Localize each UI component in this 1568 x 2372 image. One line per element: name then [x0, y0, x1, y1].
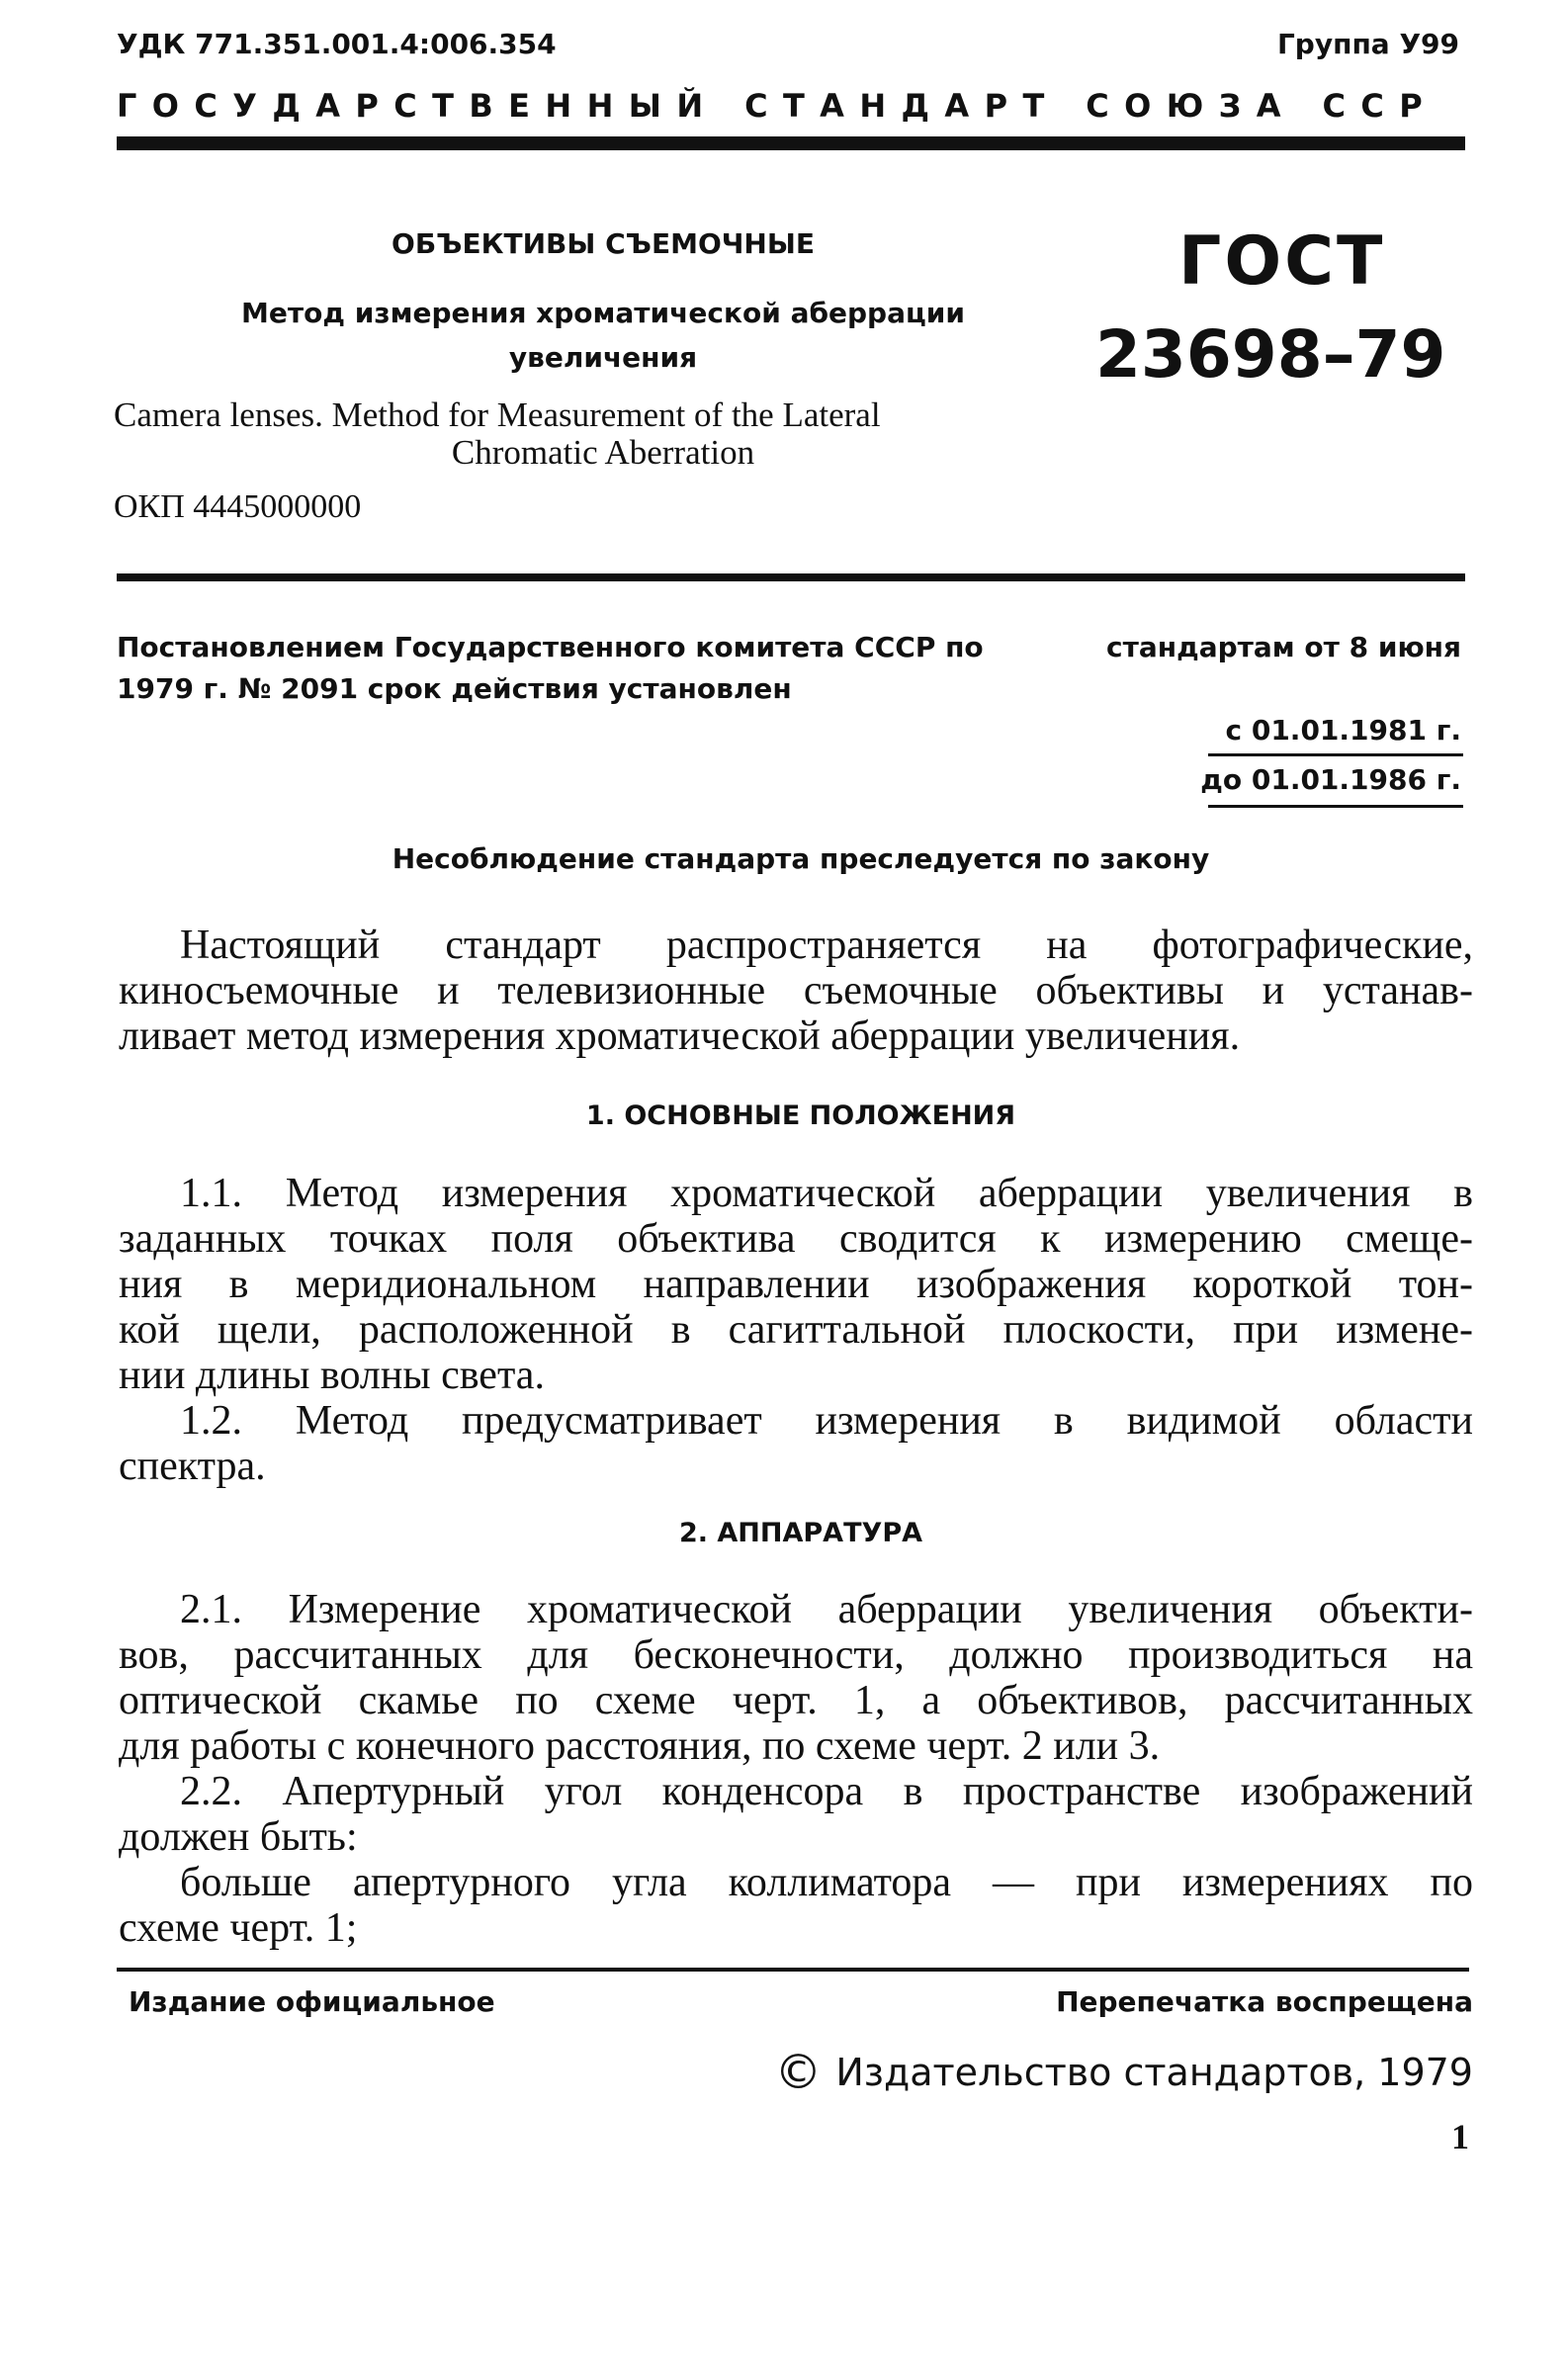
- paragraph-line: 2.1. Измерение хроматической аберрации увеличения объекти-: [180, 1587, 1473, 1632]
- document-title: ОБЪЕКТИВЫ СЪЕМОЧНЫЕ: [392, 227, 815, 260]
- validity-from: с 01.01.1981 г.: [1225, 714, 1461, 747]
- paragraph-line: схеме черт. 1;: [119, 1905, 358, 1951]
- paragraph-2-1: [119, 1587, 1473, 1769]
- paragraph-line: ния в меридиональном направлении изображения короткой тон-: [119, 1262, 1473, 1307]
- paragraph-line: кой щели, расположенной в сагиттальной плоскости, при измене-: [119, 1307, 1473, 1353]
- english-title-line2: Chromatic Aberration: [451, 433, 755, 472]
- copyright-icon: ©: [774, 2045, 823, 2100]
- paragraph-line: 1.2. Метод предусматривает измерения в видимой области: [180, 1398, 1473, 1444]
- copyright-line: [774, 2045, 1473, 2100]
- page-number: 1: [1451, 2117, 1469, 2156]
- paragraph-2-2-item: [119, 1860, 1473, 1951]
- paragraph-line: спектра.: [119, 1444, 266, 1489]
- intro-paragraph: [119, 922, 1473, 1059]
- document-subtitle-line2: увеличения: [508, 341, 698, 374]
- paragraph-line: больше апертурного угла коллиматора — при измерениях по: [180, 1860, 1473, 1905]
- official-edition: Издание официальное: [129, 1985, 495, 2018]
- section-1-title: 1. ОСНОВНЫЕ ПОЛОЖЕНИЯ: [585, 1100, 1016, 1131]
- validity-to: до 01.01.1986 г.: [1200, 763, 1461, 796]
- paragraph-1-2: [119, 1398, 1473, 1489]
- section-2-title: 2. АППАРАТУРА: [678, 1518, 923, 1548]
- paragraph-line: оптической скамье по схеме черт. 1, а объективов, рассчитанных: [119, 1678, 1473, 1723]
- paragraph-line: вов, рассчитанных для бесконечности, должно производиться на: [119, 1632, 1473, 1678]
- validity-rule-2: [1208, 805, 1463, 808]
- gost-number: 23698–79: [1095, 316, 1446, 393]
- group-code: Группа У99: [1276, 28, 1459, 60]
- intro-line: киносъемочные и телевизионные съемочные объективы и устанав-: [119, 968, 1473, 1013]
- paragraph-line: заданных точках поля объектива сводится к измерению смеще-: [119, 1216, 1473, 1262]
- paragraph-line: нии длины волны света.: [119, 1353, 545, 1398]
- paragraph-1-1: [119, 1171, 1473, 1398]
- paragraph-line: для работы с конечного расстояния, по схеме черт. 2 или 3.: [119, 1723, 1161, 1769]
- publisher: Издательство стандартов, 1979: [835, 2051, 1473, 2094]
- okp-code: ОКП 4445000000: [114, 488, 362, 525]
- reprint-prohibited: Перепечатка воспрещена: [1056, 1985, 1473, 2018]
- document-subtitle-line1: Метод измерения хроматической аберрации: [241, 297, 965, 329]
- title-rule: [117, 573, 1465, 581]
- decree-line1-left: Постановлением Государственного комитета СССР по: [117, 631, 984, 663]
- intro-line: Настоящий стандарт распространяется на фотографические,: [180, 922, 1473, 968]
- decree-line2: 1979 г. № 2091 срок действия установлен: [117, 672, 792, 705]
- intro-line: ливает метод измерения хроматической аберрации увеличения.: [119, 1013, 1241, 1059]
- validity-rule-1: [1208, 753, 1463, 756]
- law-warning: Несоблюдение стандарта преследуется по закону: [392, 842, 1210, 875]
- paragraph-line: 2.2. Апертурный угол конденсора в пространстве изображений: [180, 1769, 1473, 1814]
- state-standard-banner: ГОСУДАРСТВЕННЫЙ СТАНДАРТ СОЮЗА ССР: [117, 87, 1438, 125]
- english-title-line1: Camera lenses. Method for Measurement of the Lateral: [114, 395, 881, 434]
- paragraph-line: 1.1. Метод измерения хроматической аберрации увеличения в: [180, 1171, 1473, 1216]
- paragraph-line: должен быть:: [119, 1814, 358, 1860]
- decree-line1-right: стандартам от 8 июня: [1106, 631, 1461, 663]
- udk-code: УДК 771.351.001.4:006.354: [117, 28, 557, 60]
- paragraph-2-2: [119, 1769, 1473, 1860]
- footer-rule: [117, 1968, 1469, 1972]
- gost-label: ГОСТ: [1178, 222, 1386, 301]
- header-rule: [117, 136, 1465, 150]
